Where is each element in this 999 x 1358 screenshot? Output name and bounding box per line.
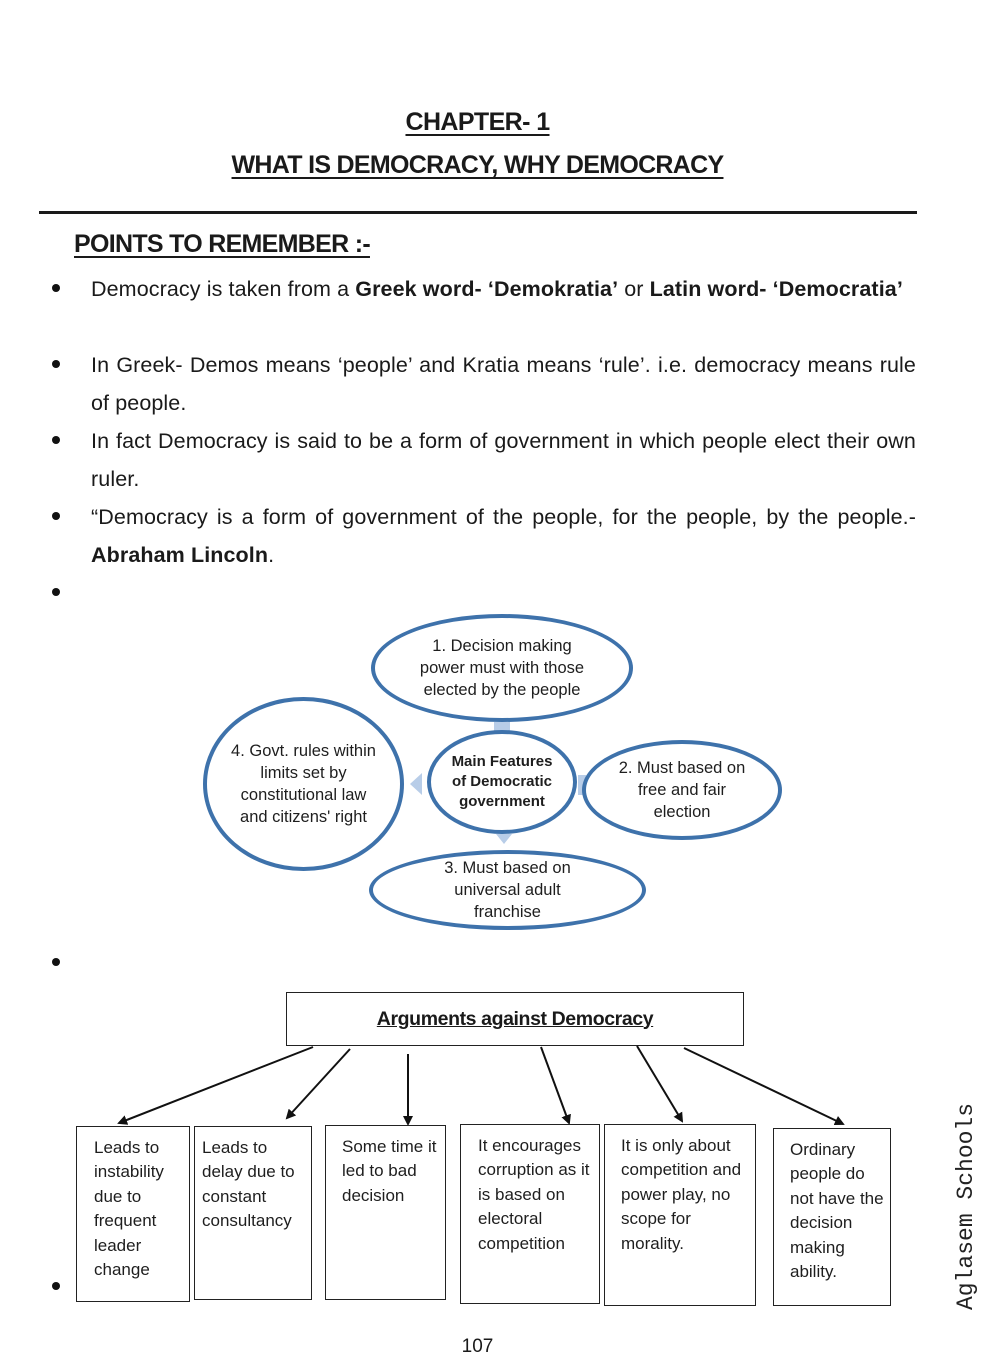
- argument-box-3: Some time it led to bad decision: [325, 1125, 446, 1300]
- argument-box-1: Leads to instability due to frequent leader change: [76, 1126, 190, 1302]
- section-heading: POINTS TO REMEMBER :-: [74, 230, 370, 258]
- text-run: or: [618, 277, 650, 301]
- text-run-bold: Latin word- ‘Democratia’: [649, 277, 903, 301]
- argument-box-5: It is only about competition and power play, no scope for morality.: [604, 1124, 756, 1306]
- feature-ellipse-1: 1. Decision making power must with those elected by the people: [371, 614, 633, 722]
- feature-ellipse-2: 2. Must based on free and fair election: [582, 740, 782, 840]
- argument-box-4: It encourages corruption as it is based on electoral competition: [460, 1124, 600, 1304]
- feature-ellipse-3: 3. Must based on universal adult franchise: [369, 850, 646, 930]
- text-run: “Democracy is a form of government of the people, for the people, by the people.-: [91, 505, 916, 529]
- chapter-title: WHAT IS DEMOCRACY, WHY DEMOCRACY: [231, 151, 724, 179]
- features-center-ellipse: Main Features of Democratic government: [427, 730, 577, 834]
- watermark: Aglasem Schools: [953, 1102, 979, 1310]
- text-run-bold: Abraham Lincoln: [91, 543, 269, 567]
- text-run: In Greek- Demos means ‘people’ and Kratia means ‘rule’. i.e. democracy means rule of people.: [91, 353, 916, 415]
- text-run: In fact Democracy is said to be a form of government in which people elect their own ruler.: [91, 429, 916, 491]
- text-run-bold: Greek word- ‘Demokratia’: [355, 277, 619, 301]
- feature-ellipse-4: 4. Govt. rules within limits set by constitutional law and citizens' right: [203, 697, 404, 871]
- text-run: Democracy is taken from a: [91, 277, 356, 301]
- argument-box-2: Leads to delay due to constant consultancy: [194, 1126, 312, 1300]
- arguments-title: Arguments against Democracy: [376, 1007, 654, 1030]
- text-run: .: [268, 543, 275, 567]
- argument-box-6: Ordinary people do not have the decision making ability.: [773, 1128, 891, 1306]
- page-number: 107: [461, 1336, 494, 1357]
- bullet-dot-icon: [52, 1282, 60, 1290]
- chapter-number: CHAPTER- 1: [405, 108, 550, 136]
